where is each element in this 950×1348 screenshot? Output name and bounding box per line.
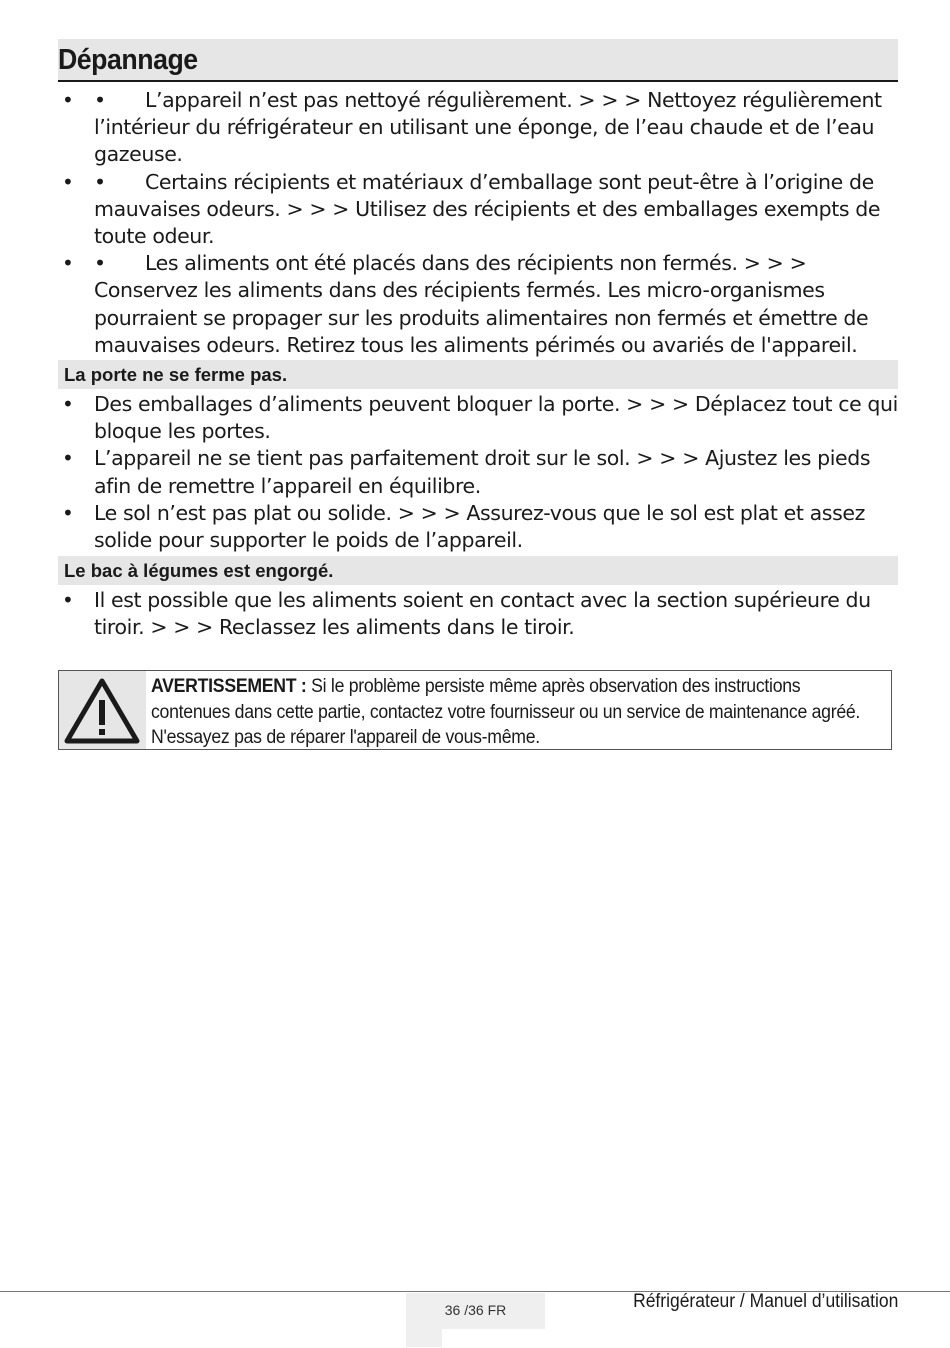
door-list [58,391,903,554]
bullet: • [62,169,74,194]
list-item [58,391,903,445]
odor-list [58,87,903,359]
inner-bullet: • [94,88,106,112]
list-item-text: L’appareil n’est pas nettoyé régulièrement. > > > Nettoyez régulièrement l’intérieur du réfrigérateur en utilisant une éponge, de l’eau chaude et de l’eau gazeuse. [94,88,882,167]
page-number: 36 /36 FR [444,1302,507,1318]
list-item [58,500,903,554]
list-item [58,169,903,251]
crisper-list [58,587,903,641]
list-item-text: L’appareil ne se tient pas parfaitement droit sur le sol. > > > Ajustez les pieds afin de remettre l’appareil en équilibre. [94,446,871,498]
list-item-text: Certains récipients et matériaux d’emballage sont peut-être à l’origine de mauvaises odeurs. > > > Utilisez des récipients et des emballages exempts de toute odeur. [94,169,881,249]
bullet: • [62,446,74,471]
list-item [58,445,903,499]
footer-manual-title: Réfrigérateur / Manuel d’utilisation [632,1291,898,1312]
list-item [58,87,903,169]
bullet: • [62,500,74,525]
bullet: • [62,392,74,416]
section-title: Dépannage [58,44,198,76]
list-item-text: Des emballages d’aliments peuvent bloquer la porte. > > > Déplacez tout ce qui bloque les portes. [94,392,898,444]
warning-triangle-icon [63,677,141,745]
list-item-text: Le sol n’est pas plat ou solide. > > > Assurez-vous que le sol est plat et assez solide pour supporter le poids de l’appareil. [94,500,865,553]
bullet: • [62,251,74,276]
bullet: • [62,588,74,612]
list-item-text: Il est possible que les aliments soient en contact avec la section supérieure du tiroir. > > > Reclassez les aliments dans le tiroir. [94,588,871,640]
list-item [58,587,903,641]
page-tab [406,1329,442,1347]
warning-box [58,670,892,750]
warning-text: Si le problème persiste même après observation des instructions contenues dans cette partie, contactez votre fournisseur ou un service de maintenance agréé. N'essayez pas de réparer l'appareil de vous-même. [151,676,861,748]
list-item-text: Les aliments ont été placés dans des récipients non fermés. > > > Conservez les aliments dans des récipients fermés. Les micro-organismes pourraient se propager sur les produits alimentaires non fermés et émettre de mauvaises odeurs. Retirez tous les aliments périmés ou avariés de l'appareil. [94,251,869,357]
warning-label: AVERTISSEMENT : [151,676,307,697]
section-title-bar [58,39,898,82]
inner-bullet: • [94,251,106,276]
warning-text-block [151,674,881,751]
door-heading: La porte ne se ferme pas. [58,360,898,389]
page-number-box [406,1293,545,1329]
inner-bullet: • [94,169,106,194]
crisper-heading: Le bac à légumes est engorgé. [58,556,898,585]
list-item [58,250,903,359]
bullet: • [62,88,74,112]
warning-icon-box [59,671,146,749]
